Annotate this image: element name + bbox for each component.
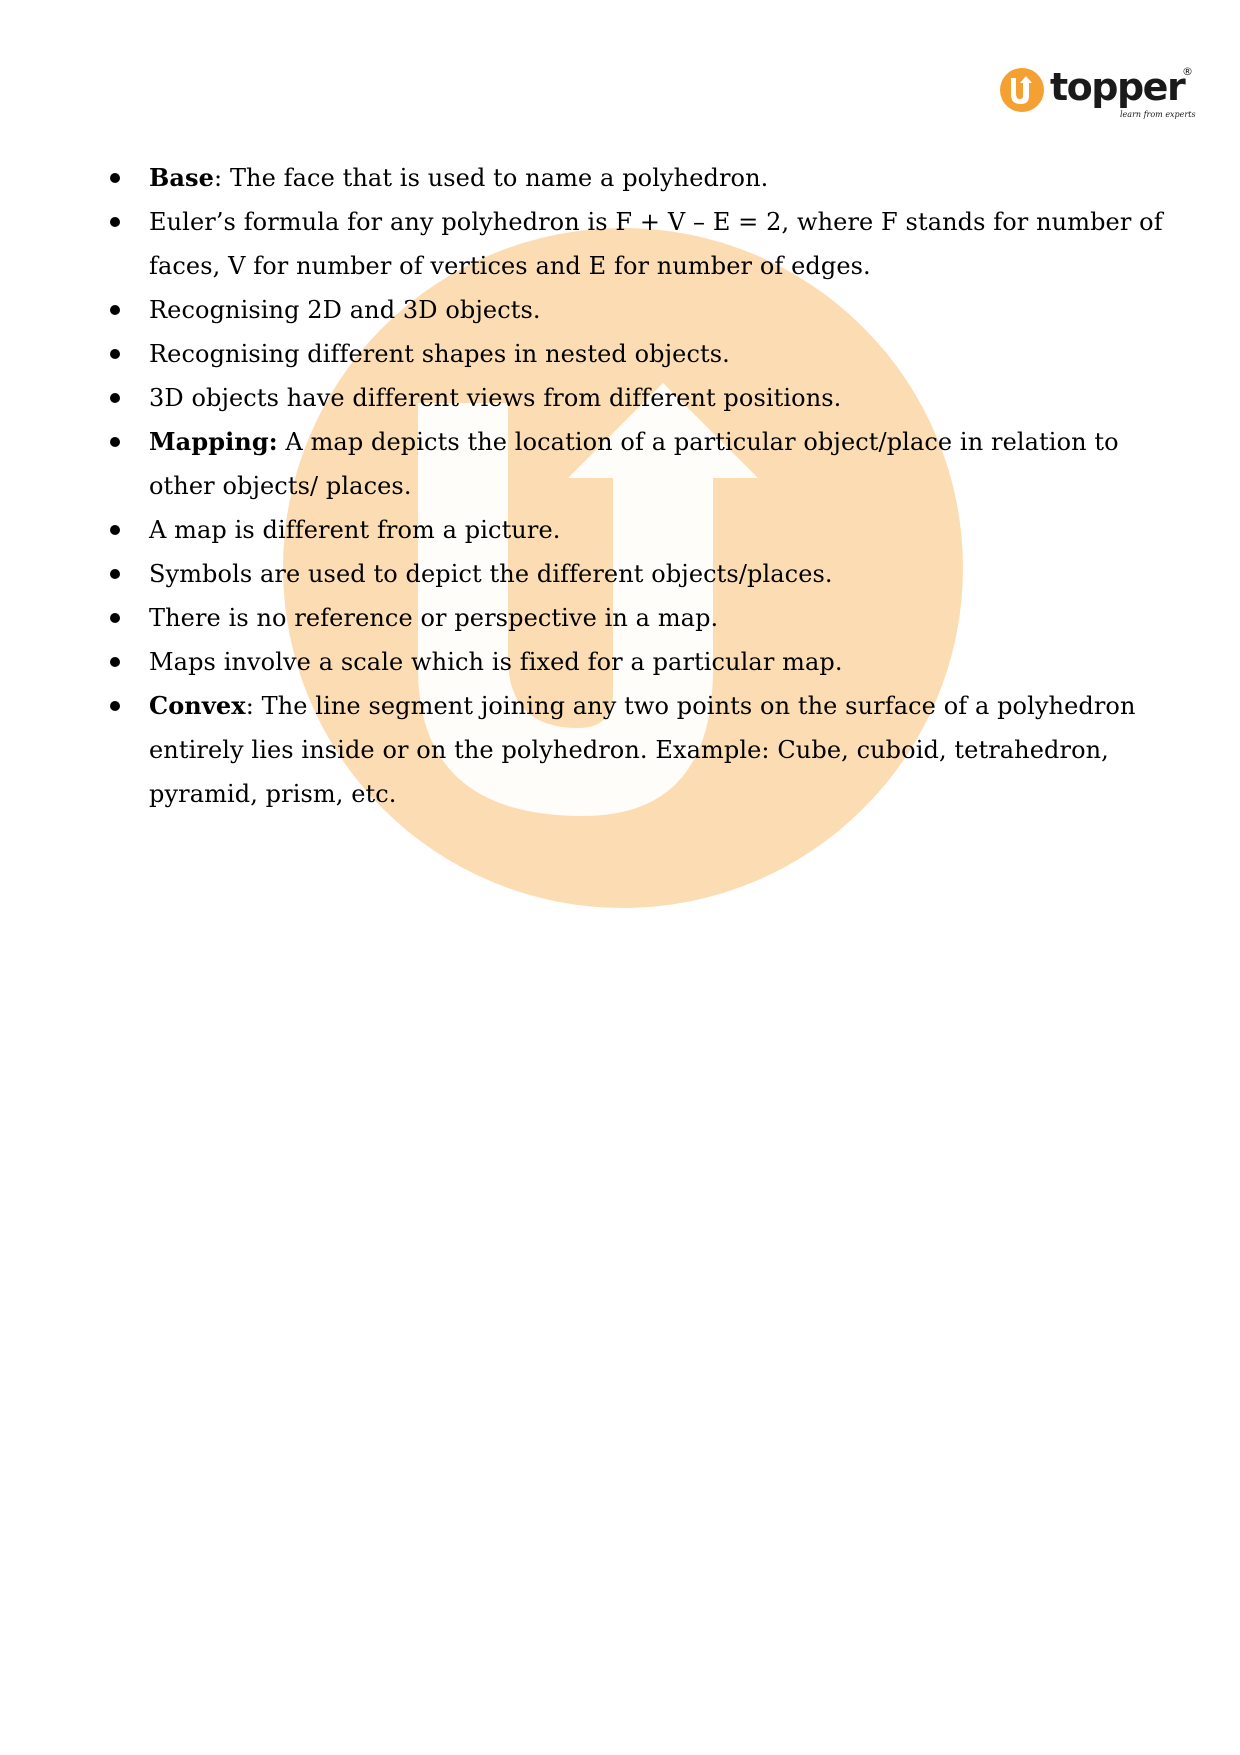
logo-registered-mark: ®	[1182, 65, 1193, 78]
item-text: : The line segment joining any two points on the surface of a polyhedron entirely lies inside or on the polyhedron. Example: Cube, cuboid, tetrahedron, pyramid, prism, etc.	[149, 692, 1136, 808]
logo-tagline: learn from experts	[1120, 110, 1196, 119]
list-item-views	[108, 376, 1168, 420]
bullet-icon	[110, 349, 120, 359]
list-item-nested-objects	[108, 332, 1168, 376]
bullet-icon	[110, 437, 120, 447]
item-text: Recognising different shapes in nested objects.	[149, 340, 730, 368]
item-text: There is no reference or perspective in a map.	[149, 604, 719, 632]
list-item-scale	[108, 640, 1168, 684]
bullet-icon	[110, 393, 120, 403]
item-text: Symbols are used to depict the different objects/places.	[149, 560, 833, 588]
bullet-icon	[110, 657, 120, 667]
item-text: : The face that is used to name a polyhedron.	[214, 164, 769, 192]
bullet-icon	[110, 173, 120, 183]
item-text: Euler’s formula for any polyhedron is F + V – E = 2, where F stands for number of faces, V for number of vertices and E for number of edges.	[149, 208, 1163, 280]
item-text: A map is different from a picture.	[149, 516, 561, 544]
item-text: Recognising 2D and 3D objects.	[149, 296, 541, 324]
list-item-euler-formula	[108, 200, 1168, 288]
item-text: Maps involve a scale which is fixed for a particular map.	[149, 648, 843, 676]
notes-list	[108, 156, 1168, 816]
list-item-symbols	[108, 552, 1168, 596]
bullet-icon	[110, 525, 120, 535]
bullet-icon	[110, 305, 120, 315]
bullet-icon	[110, 569, 120, 579]
list-item-base	[108, 156, 1168, 200]
logo-wordmark: topper	[1050, 65, 1185, 109]
brand-logo	[1000, 62, 1196, 126]
bullet-icon	[110, 701, 120, 711]
logo-mark-icon	[1000, 68, 1044, 112]
term-label: Mapping:	[149, 427, 278, 456]
list-item-perspective	[108, 596, 1168, 640]
list-item-convex	[108, 684, 1168, 816]
notes-section	[108, 156, 1168, 816]
bullet-icon	[110, 613, 120, 623]
term-label: Base	[149, 163, 215, 192]
list-item-2d-3d	[108, 288, 1168, 332]
list-item-map-vs-picture	[108, 508, 1168, 552]
item-text: 3D objects have different views from different positions.	[149, 384, 842, 412]
bullet-icon	[110, 217, 120, 227]
list-item-mapping	[108, 420, 1168, 508]
item-text: A map depicts the location of a particular object/place in relation to other objects/ places.	[149, 428, 1119, 500]
term-label: Convex	[149, 691, 246, 720]
